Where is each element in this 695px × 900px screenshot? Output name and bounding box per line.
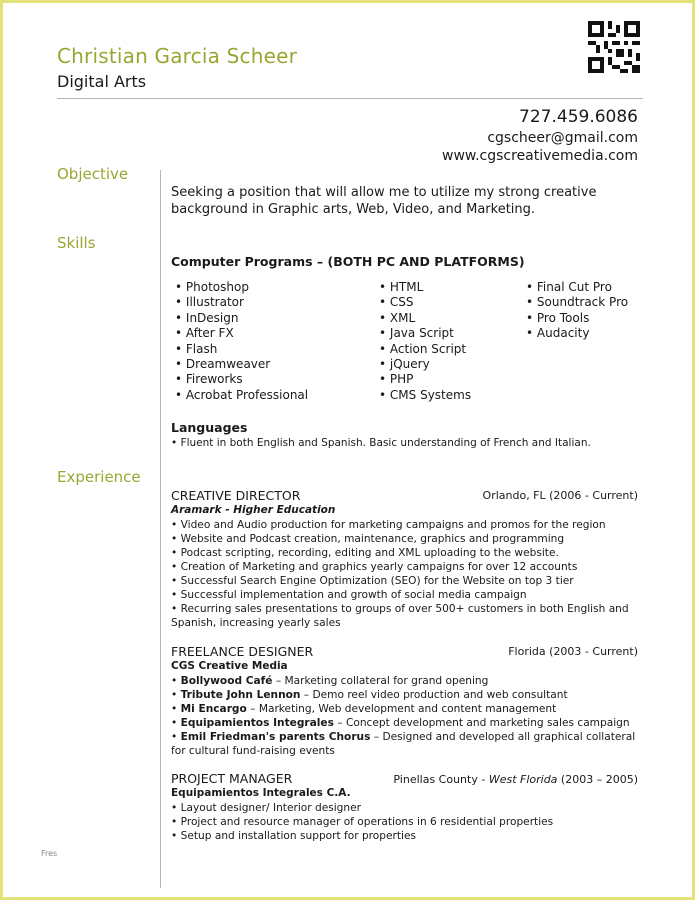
job-location: [393, 773, 638, 786]
job-location: Orlando, FL (2006 - Current): [482, 489, 638, 502]
skill-item: • XML: [379, 311, 471, 326]
qr-code-icon: [588, 20, 640, 74]
list-item: [171, 674, 643, 688]
list-item: • Podcast scripting, recording, editing and XML uploading to the website.: [171, 546, 643, 560]
job-company: Equipamientos Integrales C.A.: [171, 787, 351, 799]
section-heading-experience: Experience: [57, 468, 141, 486]
client-work: – Marketing, Web development and content management: [246, 703, 557, 715]
section-heading-skills: Skills: [57, 234, 96, 252]
list-item: • Creation of Marketing and graphics yearly campaigns for over 12 accounts: [171, 560, 643, 574]
list-item: • Video and Audio production for marketing campaigns and promos for the region: [171, 518, 643, 532]
skill-item: • Acrobat Professional: [175, 388, 308, 403]
list-item: [171, 688, 643, 702]
skill-item: • Illustrator: [175, 295, 308, 310]
skill-item: • CSS: [379, 295, 471, 310]
skill-item: • PHP: [379, 372, 471, 387]
client-name: Emil Friedman's parents Chorus: [180, 731, 371, 743]
job-location-region: West Florida: [488, 773, 558, 786]
section-divider-vertical: [160, 170, 161, 888]
skill-item: • Photoshop: [175, 280, 308, 295]
client-name: Bollywood Café: [180, 675, 273, 687]
list-item: • Website and Podcast creation, maintenance, graphics and programming: [171, 532, 643, 546]
list-item: • Successful implementation and growth of social media campaign: [171, 588, 643, 602]
contact-website: www.cgscreativemedia.com: [442, 148, 638, 164]
job-title: FREELANCE DESIGNER: [171, 644, 314, 659]
candidate-name: Christian Garcia Scheer: [57, 44, 298, 68]
job-location: Florida (2003 - Current): [508, 645, 638, 658]
job-title: CREATIVE DIRECTOR: [171, 488, 301, 503]
skills-programs-heading: Computer Programs – (BOTH PC AND PLATFORMS): [171, 254, 525, 269]
client-name: Equipamientos Integrales: [180, 717, 334, 729]
list-item: • Setup and installation support for properties: [171, 829, 643, 843]
languages-text: • Fluent in both English and Spanish. Basic understanding of French and Italian.: [171, 437, 591, 449]
list-item: • Project and resource manager of operations in 6 residential properties: [171, 815, 643, 829]
skill-item: • Flash: [175, 342, 308, 357]
list-item: • Layout designer/ Interior designer: [171, 801, 643, 815]
job-duties-list: [171, 801, 643, 843]
client-work: – Designed and developed all graphical collateral for cultural fund-raising events: [171, 731, 636, 757]
contact-phone: 727.459.6086: [519, 107, 638, 127]
skill-item: • Dreamweaver: [175, 357, 308, 372]
client-work: – Marketing collateral for grand opening: [272, 675, 489, 687]
job-title: PROJECT MANAGER: [171, 771, 293, 786]
client-name: Tribute John Lennon: [180, 689, 301, 701]
list-item: [171, 716, 643, 730]
skill-item: • CMS Systems: [379, 388, 471, 403]
list-item: [171, 730, 643, 758]
list-item: • Recurring sales presentations to groups of over 500+ customers in both English and Spanish, increasing yearly sales: [171, 602, 643, 630]
contact-email: cgscheer@gmail.com: [487, 130, 638, 146]
client-work: – Concept development and marketing sales campaign: [333, 717, 630, 729]
header-divider: [57, 98, 643, 99]
list-item: [171, 702, 643, 716]
client-work: – Demo reel video production and web consultant: [300, 689, 568, 701]
client-name: Mi Encargo: [180, 703, 247, 715]
job-company: Aramark - Higher Education: [171, 504, 336, 516]
skill-item: • Pro Tools: [526, 311, 628, 326]
skills-list-media: [526, 280, 628, 342]
job-location-dates: (2003 – 2005): [557, 773, 638, 786]
skills-list-design: [175, 280, 308, 403]
section-heading-objective: Objective: [57, 165, 129, 183]
skill-item: • Final Cut Pro: [526, 280, 628, 295]
job-duties-list: [171, 518, 643, 630]
watermark-text: Fres: [41, 849, 58, 858]
skill-item: • Soundtrack Pro: [526, 295, 628, 310]
skill-item: • Fireworks: [175, 372, 308, 387]
skill-item: • After FX: [175, 326, 308, 341]
skill-item: • HTML: [379, 280, 471, 295]
skill-item: • Action Script: [379, 342, 471, 357]
list-item: • Successful Search Engine Optimization (SEO) for the Website on top 3 tier: [171, 574, 643, 588]
candidate-title: Digital Arts: [57, 72, 147, 91]
skill-item: • InDesign: [175, 311, 308, 326]
job-company: CGS Creative Media: [171, 660, 288, 672]
objective-text: Seeking a position that will allow me to utilize my strong creative background in Graphic arts, Web, Video, and Marketing.: [171, 185, 597, 217]
skill-item: • Audacity: [526, 326, 628, 341]
job-duties-list: [171, 674, 643, 758]
skill-item: • jQuery: [379, 357, 471, 372]
job-location-county: Pinellas County -: [393, 773, 489, 786]
languages-heading: Languages: [171, 420, 248, 435]
skill-item: • Java Script: [379, 326, 471, 341]
skills-list-web: [379, 280, 471, 403]
